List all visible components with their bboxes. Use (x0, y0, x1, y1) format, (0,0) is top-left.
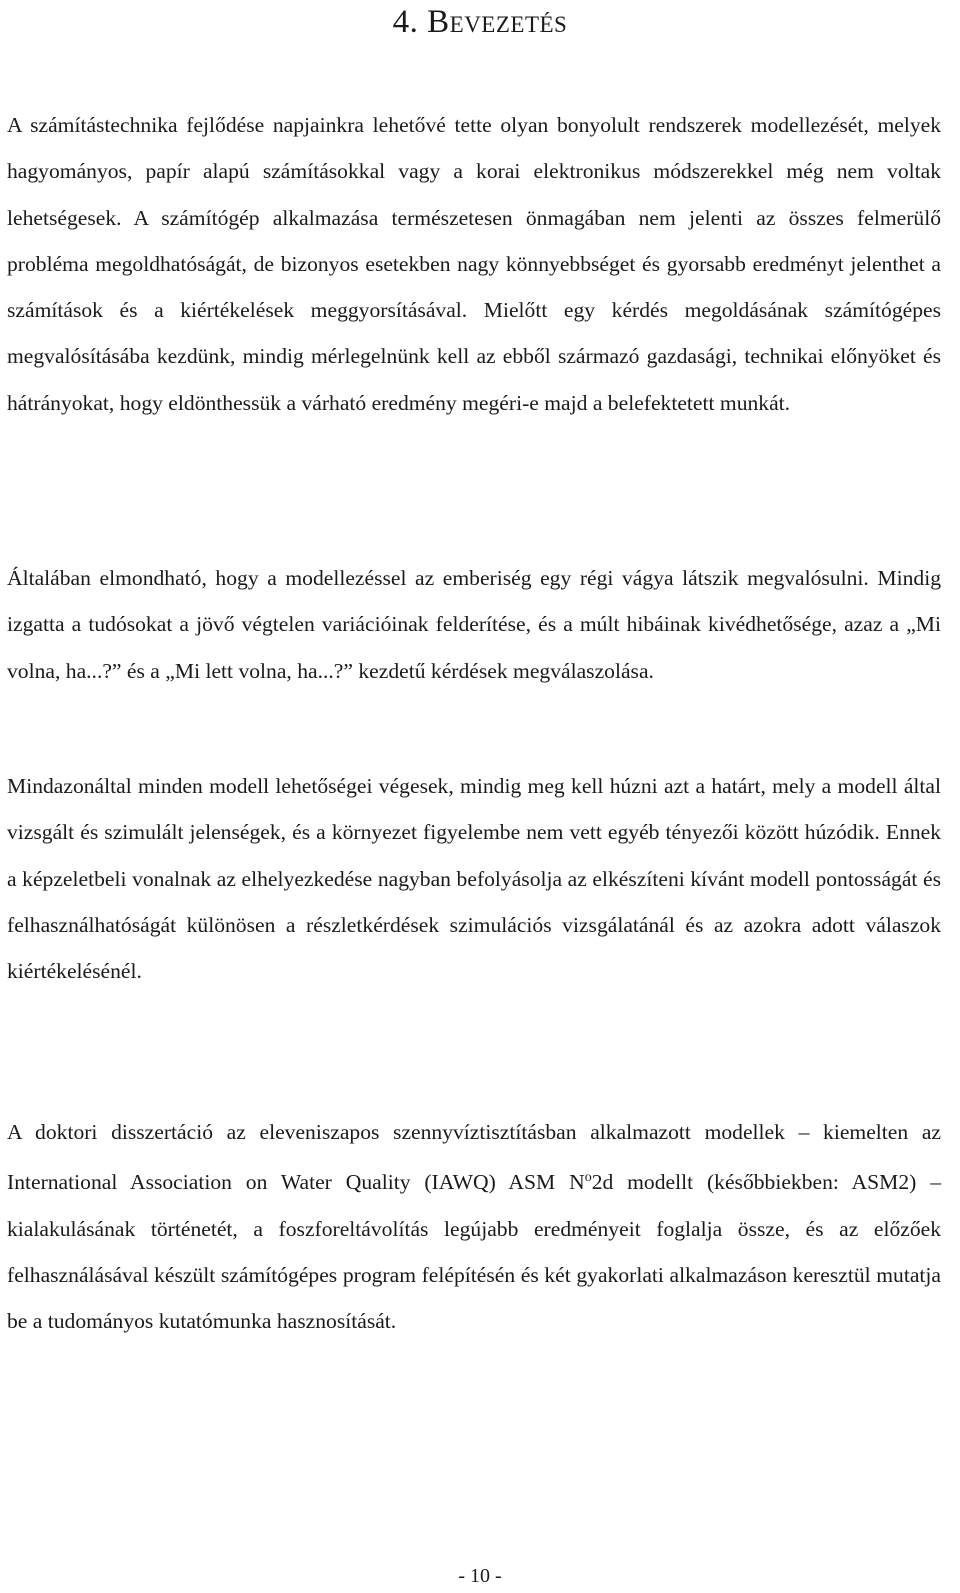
paragraph-limits: Mindazonáltal minden modell lehetőségei végesek, mindig meg kell húzni azt a határt, mely a modell által vizsgált és szimulált jelenségek, és a környezet figyelembe nem vett egyéb tényezői között húzódik. Ennek a képzeletbeli vonalnak az elhelyezkedése nagyban befolyásolja az elkészíteni kívánt modell pontosságát és felhasználhatóságát különösen a részletkérdések szimulációs vizsgálatánál és az azokra adott válaszok kiértékelésénél. (7, 774, 941, 984)
paragraph-modelling: Általában elmondható, hogy a modellezéssel az emberiség egy régi vágya látszik megvalósulni. Mindig izgatta a tudósokat a jövő végtelen variációinak felderítése, és a múlt hibáinak kivédhetősége, azaz a „Mi volna, ha...?” és a „Mi lett volna, ha...?” kezdetű kérdések megválaszolása. (7, 566, 941, 683)
paragraph-intro: A számítástechnika fejlődése napjainkra lehetővé tette olyan bonyolult rendszerek modellezését, melyek hagyományos, papír alapú számításokkal vagy a korai elektronikus módszerekkel még nem voltak lehetségesek. A számítógép alkalmazása természetesen önmagában nem jelenti az összes felmerülő probléma megoldhatóságát, de bizonyos esetekben nagy könnyebbséget és gyorsabb eredményt jelenthet a számítások és a kiértékelések meggyorsításával. Mielőtt egy kérdés megoldásának számítógépes megvalósításába kezdünk, mindig mérlegelnünk kell az ebből származó gazdasági, technikai előnyöket és hátrányokat, hogy eldönthessük a várható eredmény megéri-e majd a belefektetett munkát. (7, 113, 941, 415)
paragraph-dissertation (7, 1109, 941, 1345)
page-number: - 10 - (458, 1565, 502, 1587)
paragraph-dissertation-text-b: 2d modellt (későbbiekben: ASM2) – kialakulásának történetét, a foszforeltávolítás legújabb eredményeit foglalja össze, és az előzőek felhasználásával készült számítógépes program felépítésén és két gyakorlati alkalmazáson keresztül mutatja be a tudományos kutatómunka hasznosítását. (7, 1170, 941, 1334)
chapter-heading: 4. Bevezetés (392, 4, 568, 40)
superscript-o: o (584, 1170, 592, 1186)
paragraph-dissertation-text-a: A doktori disszertáció az eleveniszapos szennyvíztisztításban alkalmazott modellek – kiemelten az International Association on Water Quality (IAWQ) ASM N (7, 1120, 941, 1195)
